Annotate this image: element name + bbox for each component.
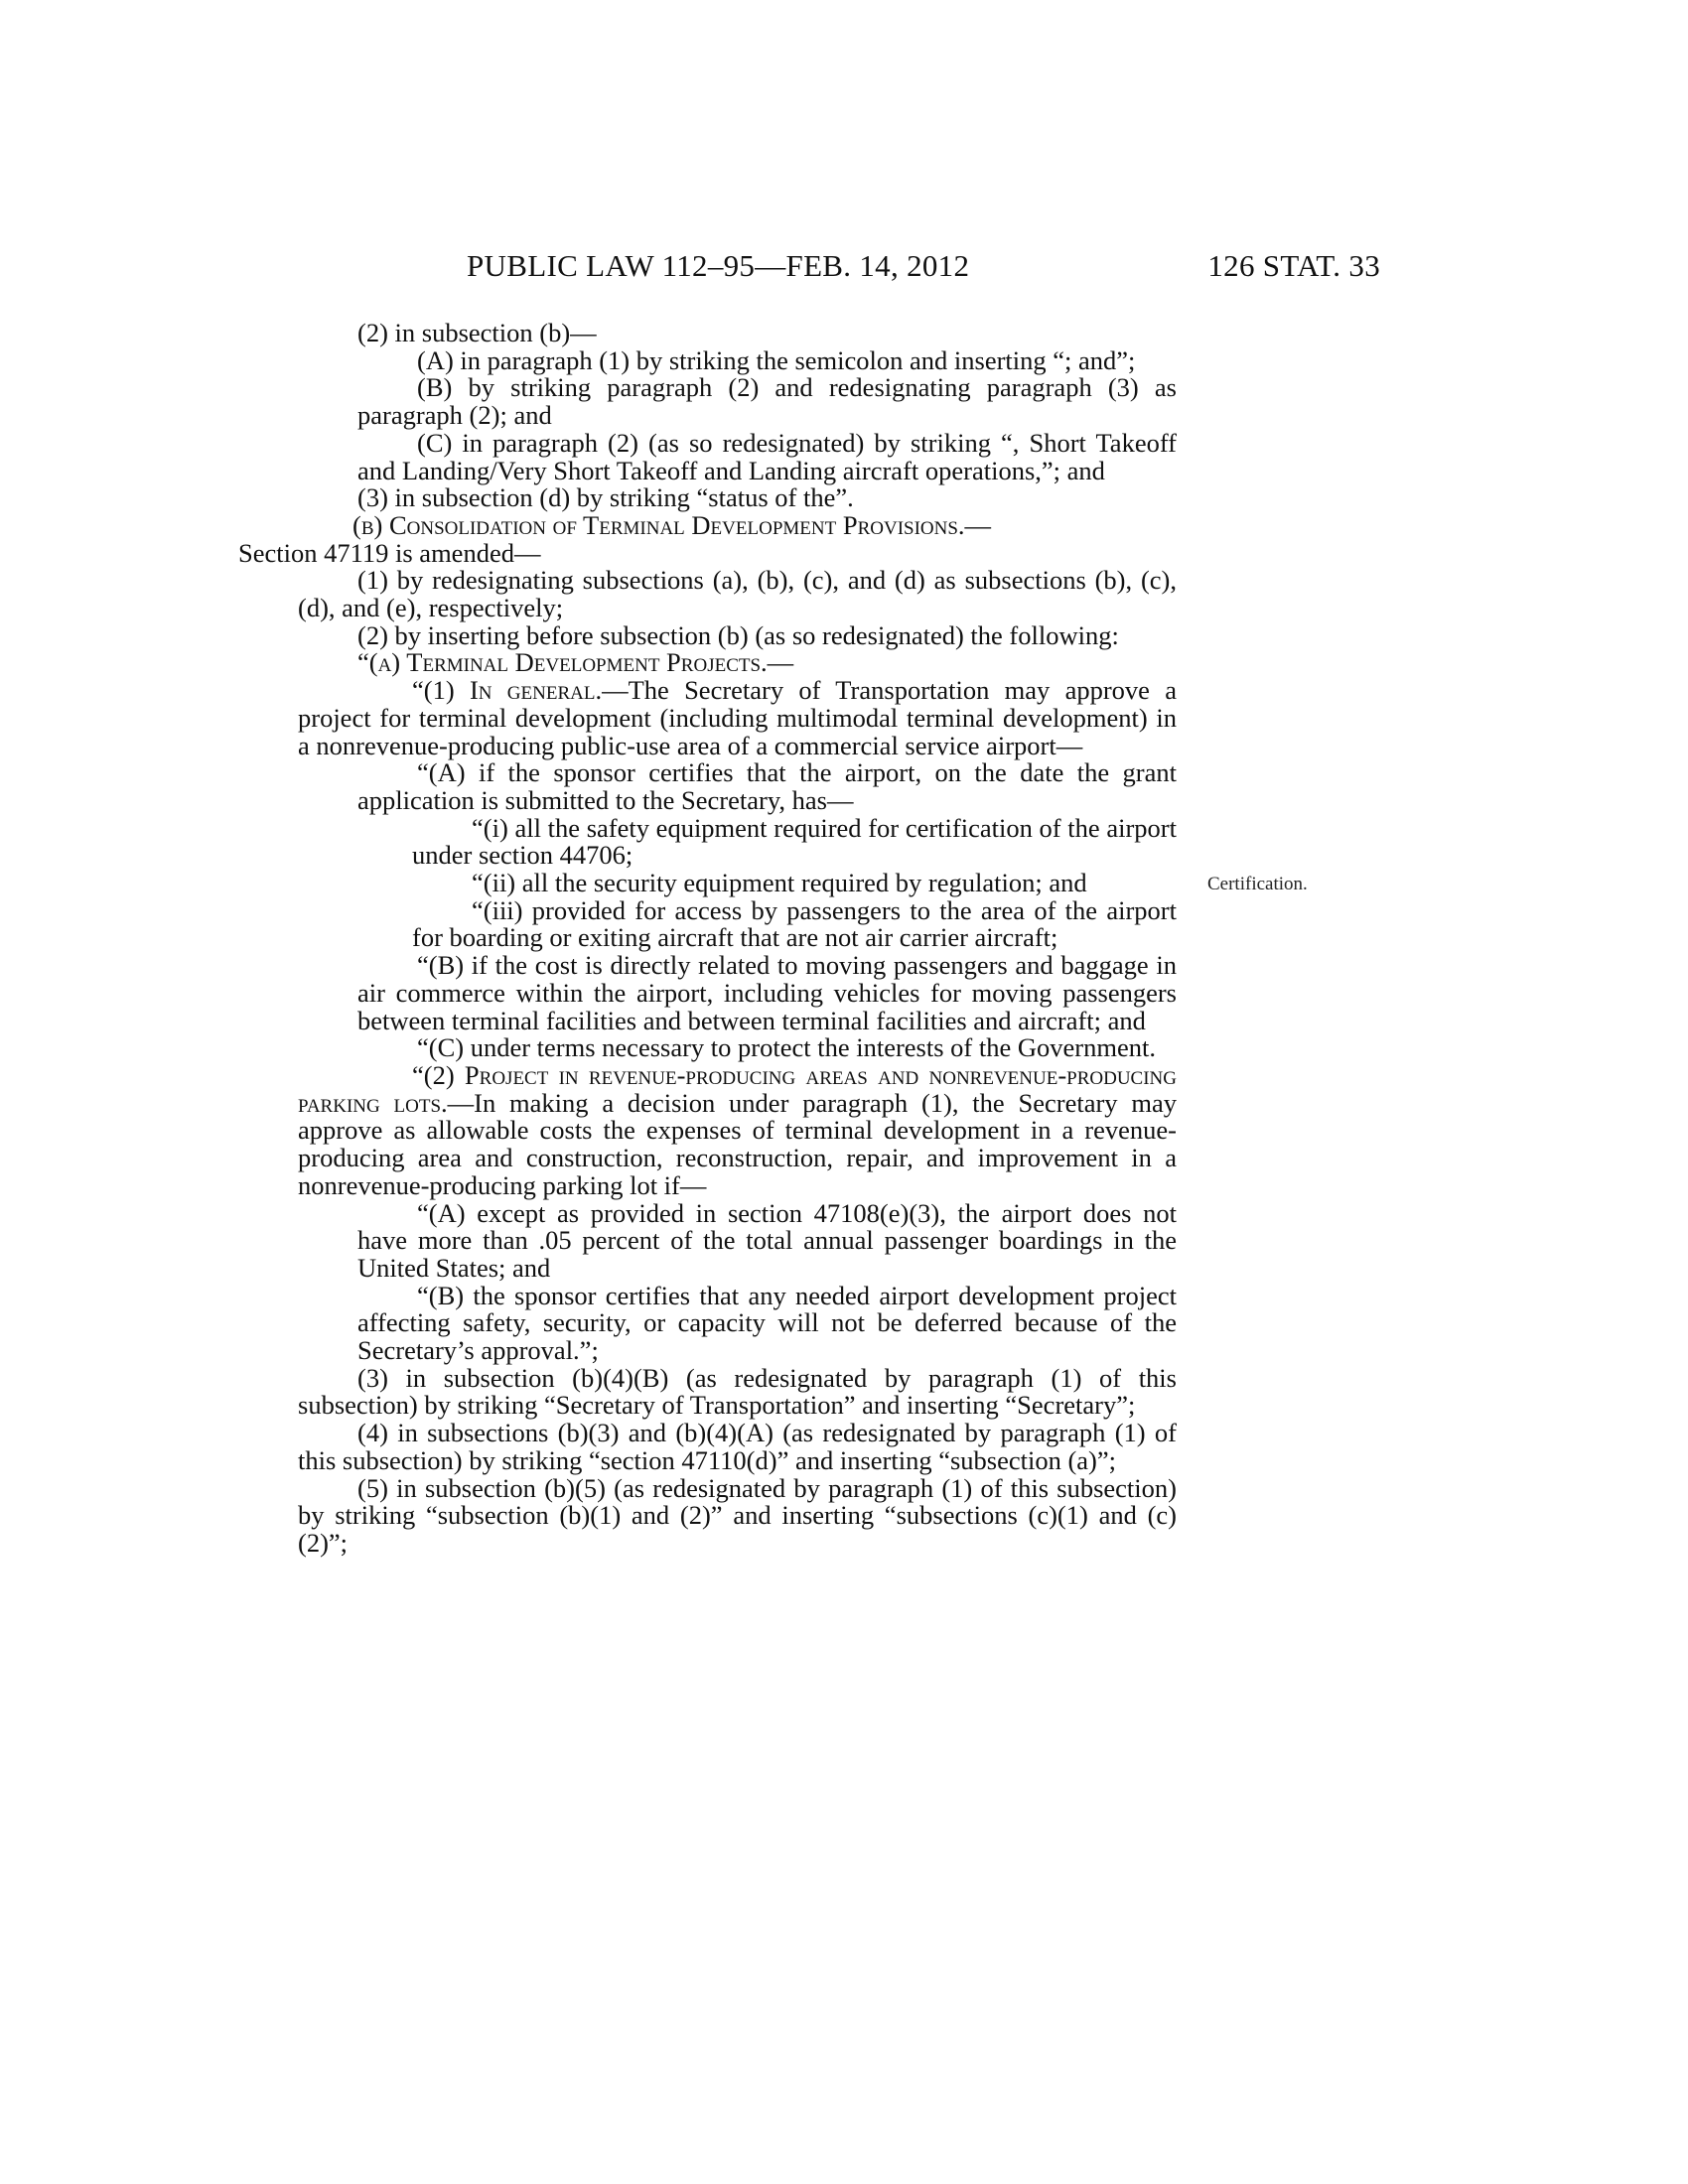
page-header bbox=[298, 248, 1380, 288]
paragraph bbox=[298, 1059, 1177, 1200]
section-heading: (b) Consolidation of Terminal Development Provisions.— bbox=[352, 509, 992, 540]
paragraph-text: —The Secretary of Transportation may approve a project for terminal development (including multimodal terminal development) in a nonrevenue-producing public-use area of a commercial service airport— bbox=[298, 675, 1177, 760]
paragraph: (3) in subsection (b)(4)(B) (as redesignated by paragraph (1) of this subsection) by striking “Secretary of Transportation” and inserting “Secretary”; bbox=[298, 1362, 1177, 1421]
paragraph-text: —In making a decision under paragraph (1), the Secretary may approve as allowable costs the expenses of terminal development in a revenue-producing area and construction, reconstruction, repair, and improvement in a nonrevenue-producing parking lot if— bbox=[298, 1087, 1177, 1200]
paragraph-heading: “(2) Project in revenue-producing areas and nonrevenue-producing parking lots. bbox=[298, 1059, 1177, 1118]
paragraph: (A) in paragraph (1) by striking the semicolon and inserting “; and”; bbox=[417, 344, 1136, 375]
paragraph: (4) in subsections (b)(3) and (b)(4)(A) (as redesignated by paragraph (1) of this subsection) by striking “section 47110(d)” and inserting “subsection (a)”; bbox=[298, 1418, 1177, 1475]
paragraph: (B) by striking paragraph (2) and redesignating paragraph (3) as paragraph (2); and bbox=[357, 372, 1177, 431]
paragraph: “(C) under terms necessary to protect the interests of the Government. bbox=[417, 1032, 1156, 1063]
paragraph: (2) in subsection (b)— bbox=[357, 318, 597, 347]
section-text: Section 47119 is amended— bbox=[238, 537, 541, 568]
paragraph: (C) in paragraph (2) (as so redesignated) by striking “, Short Takeoff and Landing/Very Short Takeoff and Landing aircraft operations,”; and bbox=[357, 427, 1177, 485]
paragraph: “(B) the sponsor certifies that any needed airport development project affecting safety, security, or capacity will not be deferred because of the Secretary’s approval.”; bbox=[357, 1280, 1177, 1366]
paragraph: “(ii) all the security equipment required by regulation; and bbox=[472, 868, 1087, 898]
paragraph: (1) by redesignating subsections (a), (b), (c), and (d) as subsections (b), (c), (d), and (e), respectively; bbox=[298, 565, 1177, 623]
paragraph: “(iii) provided for access by passengers to the area of the airport for boarding or exiting aircraft that are not air carrier aircraft; bbox=[412, 894, 1177, 953]
paragraph: “(B) if the cost is directly related to moving passengers and baggage in air commerce within the airport, including vehicles for moving passengers between terminal facilities and between terminal facilities and aircraft; and bbox=[357, 950, 1177, 1035]
paragraph: (5) in subsection (b)(5) (as redesignated by paragraph (1) of this subsection) by striking “subsection (b)(1) and (2)” and inserting “subsections (c)(1) and (c)(2)”; bbox=[298, 1472, 1177, 1558]
page-number: 126 STAT. 33 bbox=[1207, 248, 1380, 283]
margin-note-certification: Certification. bbox=[1207, 874, 1308, 894]
paragraph: “(A) if the sponsor certifies that the airport, on the date the grant application is submitted to the Secretary, has— bbox=[357, 757, 1177, 815]
page-title: PUBLIC LAW 112–95—FEB. 14, 2012 bbox=[467, 248, 970, 283]
paragraph: (2) by inserting before subsection (b) (as so redesignated) the following: bbox=[357, 619, 1119, 650]
paragraph bbox=[298, 649, 1177, 677]
section-paragraph bbox=[238, 509, 1177, 568]
paragraph: “(A) except as provided in section 47108(e)(3), the airport does not have more than .05 percent of the total annual passenger boardings in the United States; and bbox=[357, 1197, 1177, 1283]
paragraph bbox=[298, 677, 1177, 759]
paragraph-heading: “(1) In general. bbox=[412, 675, 603, 706]
paragraph: “(i) all the safety equipment required for certification of the airport under section 44706; bbox=[412, 812, 1177, 871]
subsection-heading: “(a) Terminal Development Projects.— bbox=[357, 647, 794, 678]
paragraph: (3) in subsection (d) by striking “status of the”. bbox=[357, 482, 854, 513]
law-text-body bbox=[238, 318, 1177, 1558]
